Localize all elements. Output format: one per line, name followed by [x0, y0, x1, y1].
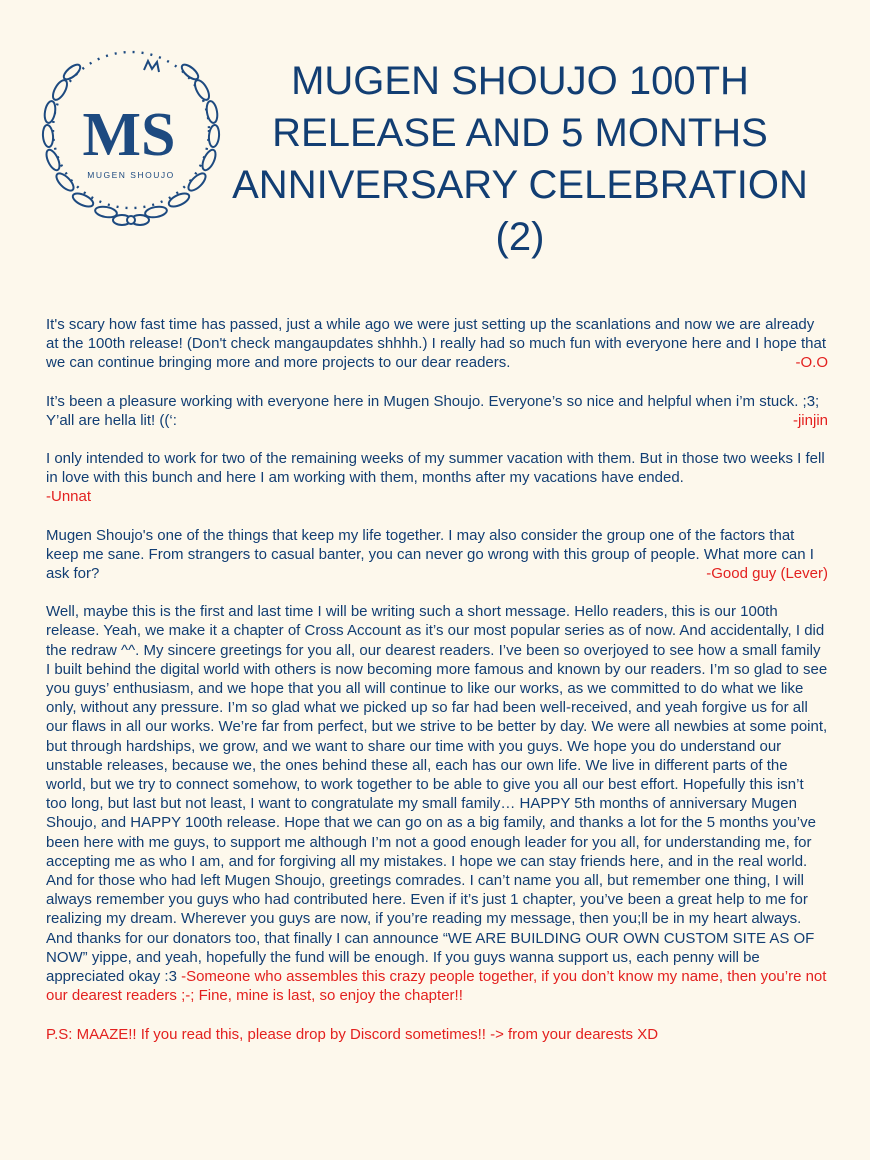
laurel-wreath-icon: [26, 30, 236, 240]
message-text: It’s been a pleasure working with everyone here in Mugen Shoujo. Everyone’s so nice and helpful when i’m stuck. ;3; Y’all are hella lit! ((‘:: [46, 392, 820, 429]
message-3: [46, 449, 828, 507]
message-signature: -Good guy (Lever): [706, 565, 828, 583]
postscript: P.S: MAAZE!! If you read this, please drop by Discord sometimes!! -> from your dearests XD: [46, 1025, 659, 1043]
svg-text:MS: MS: [82, 101, 176, 169]
message-text: It's scary how fast time has passed, just a while ago we were just setting up the scanlations and now we are already at the 100th release! (Don't check mangaupdates shhhh.) I really had so much fun with everyone here and I hope that we can continue bringing more and more projects to our dear readers.: [46, 316, 827, 372]
page-title: MUGEN SHOUJO 100TH RELEASE AND 5 MONTHS ANNIVERSARY CELEBRATION (2): [232, 59, 808, 259]
message-4: [46, 526, 828, 584]
message-text: Mugen Shoujo's one of the things that keep my life together. I may also consider the group one of the factors that keep me sane. From strangers to casual banter, you can never go wrong with this group of people. What more can I ask for?: [46, 526, 814, 583]
messages-body: [46, 315, 828, 1063]
message-5: [46, 602, 828, 1005]
message-signature: -O.O: [795, 354, 828, 372]
logo-text: MUGEN SHOUJO: [87, 170, 175, 180]
message-signature: -Someone who assembles this crazy people together, if you don’t know my name, then you’re not our dearest readers ;-; Fine, mine is last, so enjoy the chapter!!: [46, 968, 827, 1005]
message-text: Well, maybe this is the first and last time I will be writing such a short message. Hello readers, this is our 100th release. Yeah, we make it a chapter of Cross Account as it’s our most popular series as of now. And accidentally, I did the redraw ^^. My sincere greetings for you all, our dearest readers. I’ve been so overjoyed to see how a small family I built behind the digital world with others is now becoming more famous and known by our readers. I’m so glad to see you guys’ enthusiasm, and we hope that you all will continue to like our works, as we committed to do what we like only, without any pressure. I’m so glad what we picked up so far had been well-received, and yeah forgive us for all our flaws in all our works. We’re far from perfect, but we strive to be better by day. We were all newbies at some point, but through hardships, we grow, and we want to share our time with you guys. We hope you do understand our unstable releases, because we, the ones behind these all, each has our own life. We live in different parts of the world, but we try to connect somehow, to work together to be able to give you all our best effort. Hopefully this isn’t too long, but last but not least, I want to congratulate my small family… HAPPY 5th months of anniversary Mugen Shoujo, and HAPPY 100th release. Hope that we can go on as a big family, and thanks a lot for the 5 months you’ve been here with me guys, to support me although I’m not a good enough leader for you all, for understanding me, for accepting me as who I am, and for forgiving all my mistakes. I hope we can stay friends here, and in the real world. And for those who had left Mugen Shoujo, greetings comrades. I can’t name you all, but remember one thing, I will always remember you guys who had contributed here. Even if it’s just 1 chapter, you’ve been a great help to me for realizing my dream. Wherever you guys are now, if you’re reading my message, then you;ll be in my heart always. And thanks for our donators too, that finally I can announce “WE ARE BUILDING OUR OWN CUSTOM SITE AS OF NOW” yippe, and yeah, hopefully the fund will be enough. If you guys wanna support us, each penny will be appreciated okay :3: [46, 603, 828, 986]
message-signature: -Unnat: [46, 488, 92, 506]
message-2: [46, 392, 828, 430]
message-text: I only intended to work for two of the remaining weeks of my summer vacation with them. But in those two weeks I fell in love with this bunch and here I am working with them, months after my vacations have ended.: [46, 450, 825, 487]
message-signature: -jinjin: [792, 411, 828, 429]
mugen-shoujo-logo: [26, 30, 236, 240]
message-1: [46, 315, 828, 373]
